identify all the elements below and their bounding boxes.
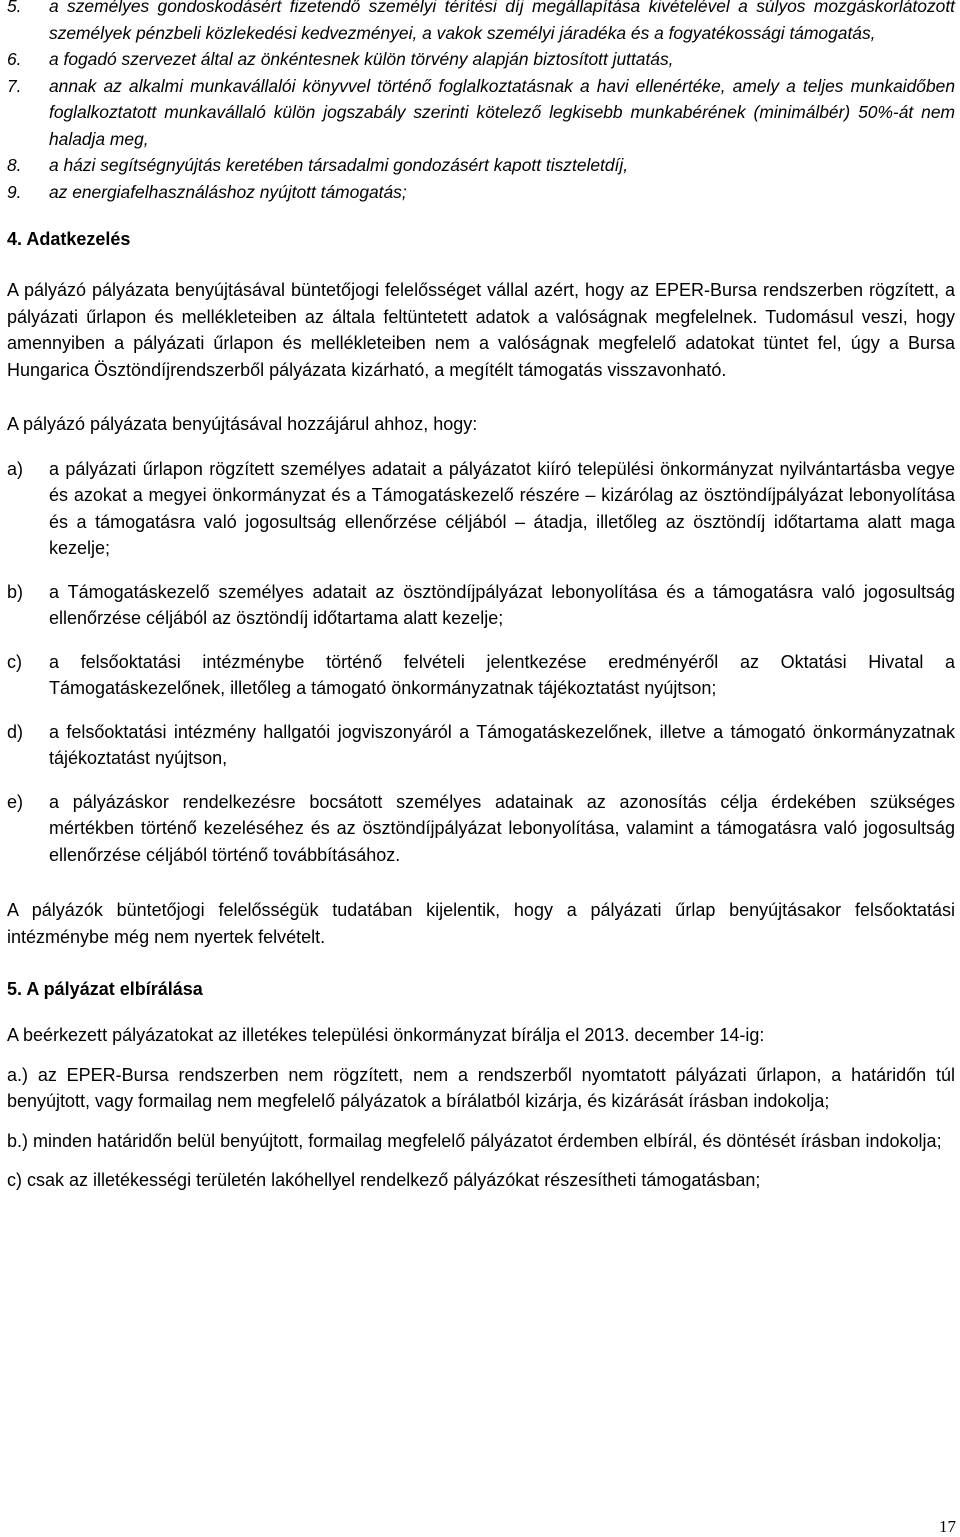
item-text: a Támogatáskezelő személyes adatait az ösztöndíjpályázat lebonyolítása és a támogatásra való jogosultság ellenőrzése céljából az ösztöndíj időtartama alatt kezelje;	[49, 581, 955, 628]
item-text: a felsőoktatási intézménybe történő felvételi jelentkezése eredményéről az Oktatási Hivatal a Támogatáskezelőnek, illetőleg a támogató önkormányzatnak tájékoztatást nyújtson;	[49, 651, 955, 698]
paragraph: A pályázó pályázata benyújtásával büntetőjogi felelősséget vállal azért, hogy az EPER-Bursa rendszerben rögzített, a pályázati űrlapon és mellékleteiben az általa feltüntetett adatok a valóságnak megfelelnek. Tudomásul veszi, hogy amennyiben a pályázati űrlapon és mellékleteiben nem a valóságnak megfelelő adatokat tüntet fel, úgy a Bursa Hungarica Ösztöndíjrendszerből pályázata kizárható, a megítélt támogatás visszavonható.	[7, 280, 955, 380]
consent-item	[7, 789, 955, 869]
item-label: e)	[7, 791, 24, 812]
paragraph: A pályázók büntetőjogi felelősségük tudatában kijelentik, hogy a pályázati űrlap benyújtásakor felsőoktatási intézménybe még nem nyertek felvételt.	[7, 900, 955, 947]
list-number: 6.	[7, 49, 22, 69]
list-number: 5.	[7, 0, 22, 16]
evaluation-item: c) csak az illetékességi területén lakóhellyel rendelkező pályázókat részesítheti támogatásban;	[7, 1170, 761, 1190]
list-item	[7, 46, 955, 73]
list-item	[7, 73, 955, 153]
consent-item	[7, 579, 955, 632]
list-text: a fogadó szervezet által az önkéntesnek külön törvény alapján biztosított juttatás,	[49, 49, 674, 69]
list-number: 7.	[7, 75, 22, 96]
list-number: 9.	[7, 181, 22, 202]
list-item	[7, 179, 955, 206]
item-label: a)	[7, 458, 24, 479]
document-page	[7, 0, 955, 1194]
list-number: 8.	[7, 155, 22, 175]
consent-item	[7, 649, 955, 702]
item-text: a pályázati űrlapon rögzített személyes adatait a pályázatot kiíró települési önkormányzat nyilvántartásba vegye és azokat a megyei önkormányzat és a Támogatáskezelő részére – kizárólag az ösztöndíjpályázat lebonyolítása és a támogatásra való jogosultság ellenőrzése céljából – átadja, illetőleg az ösztöndíj időtartama alatt maga kezelje;	[49, 458, 955, 558]
item-label: b)	[7, 581, 24, 602]
paragraph: A pályázó pályázata benyújtásával hozzájárul ahhoz, hogy:	[7, 414, 478, 434]
list-item	[7, 0, 955, 46]
item-label: d)	[7, 721, 24, 742]
income-exclusion-list	[7, 0, 955, 205]
list-text: a házi segítségnyújtás keretében társadalmi gondozásért kapott tiszteletdíj,	[49, 155, 629, 175]
evaluation-item: a.) az EPER-Bursa rendszerben nem rögzített, nem a rendszerből nyomtatott pályázati űrlapon, a határidőn túl benyújtott, vagy formailag nem megfelelő pályázatok a bírálatból kizárja, és kizárását írásban indokolja;	[7, 1064, 955, 1111]
page-number: 17	[939, 1517, 956, 1536]
list-text: annak az alkalmi munkavállalói könyvvel történő foglalkoztatásnak a havi ellenértéke, amely a teljes munkaidőben foglalkoztatott munkavállaló külön jogszabály szerinti kötelező legkisebb munkabérének (minimálbér) 50%-át nem haladja meg,	[49, 75, 955, 149]
item-text: a pályázáskor rendelkezésre bocsátott személyes adatainak az azonosítás célja érdekében szükséges mértékben történő kezeléséhez és az ösztöndíjpályázat lebonyolítása, valamint a támogatásra való jogosultság ellenőrzése céljából történő továbbításához.	[49, 791, 955, 865]
section-heading-elbiralas: 5. A pályázat elbírálása	[7, 979, 203, 999]
section-heading-adatkezeles: 4. Adatkezelés	[7, 229, 131, 249]
list-text: az energiafelhasználáshoz nyújtott támogatás;	[49, 181, 407, 202]
consent-item	[7, 719, 955, 772]
evaluation-item: b.) minden határidőn belül benyújtott, formailag megfelelő pályázatot érdemben elbírál, és döntését írásban indokolja;	[7, 1130, 942, 1151]
consent-item	[7, 456, 955, 562]
list-item	[7, 152, 955, 179]
list-text: a személyes gondoskodásért fizetendő személyi térítési díj megállapítása kivételével a súlyos mozgáskorlátozott személyek pénzbeli közlekedési kedvezményei, a vakok személyi járadéka és a fogyatékossági támogatás,	[49, 0, 955, 43]
item-text: a felsőoktatási intézmény hallgatói jogviszonyáról a Támogatáskezelőnek, illetve a támogató önkormányzatnak tájékoztatást nyújtson,	[49, 721, 955, 768]
paragraph: A beérkezett pályázatokat az illetékes települési önkormányzat bírálja el 2013. december 14-ig:	[7, 1025, 765, 1045]
item-label: c)	[7, 651, 22, 672]
